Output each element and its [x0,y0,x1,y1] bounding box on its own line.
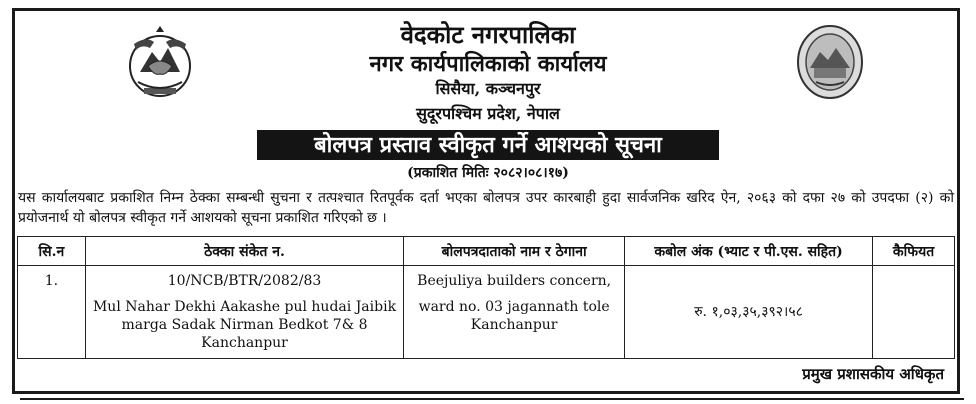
office-name: नगर कार्यपालिकाको कार्यालय [369,51,607,77]
col-header-amount: कबोल अंक (भ्याट र पी.एस. सहित) [624,237,872,266]
col-header-remarks: कैफियत [873,237,955,266]
cell-bidder [404,266,625,359]
office-location: सिसैया, कञ्चनपुर [435,79,541,98]
bottom-divider [20,398,964,400]
cell-contract [85,266,404,359]
intro-paragraph: यस कार्यालयबाट प्रकाशित निम्न ठेक्का सम्बन्धी सुचना र तत्पश्चात रितपूर्वक दर्ता भएका बोलपत्र उपर कारबाही हुदा सार्वजनिक खरिद ऐन, २०६३ को दफा २७ को उपदफा (२) को प्रयोजनार्थ यो बोलपत्र स्वीकृत गर्ने आशयको सूचना प्रकाशित गरिएको छ । [18,190,954,226]
col-header-sn: सि.न [18,237,86,266]
col-header-bidder: बोलपत्रदाताको नाम र ठेगाना [404,237,625,266]
cell-remarks [873,266,955,359]
col-header-contract-ref: ठेक्का संकेत न. [85,237,404,266]
notice-title: बोलपत्र प्रस्ताव स्वीकृत गर्ने आशयको सूचना [257,130,719,160]
bid-table [17,236,955,359]
contract-ref-number: 10/NCB/BTR/2082/83 [167,273,322,289]
contract-description: Mul Nahar Dekhi Aakashe pul hudai Jaibik marga Sadak Nirman Bedkot 7& 8 Kanchanpur [92,299,397,351]
bidder-name: Beejuliya builders concern, [417,273,612,289]
table-row [18,266,955,359]
bidder-address: ward no. 03 jagannath tole Kanchanpur [418,299,610,333]
table-header-row [18,237,955,266]
signatory-title: प्रमुख प्रशासकीय अधिकृत [802,365,944,383]
cell-amount: रु. १,०३,३५,३९२।५८ [624,266,872,359]
cell-sn: 1. [18,266,86,359]
published-date: (प्रकाशित मितिः २०८२।०८।१७) [407,165,569,181]
province-name: सुदूरपश्चिम प्रदेश, नेपाल [416,104,560,123]
municipality-name: वेदकोट नगरपालिका [400,20,576,49]
